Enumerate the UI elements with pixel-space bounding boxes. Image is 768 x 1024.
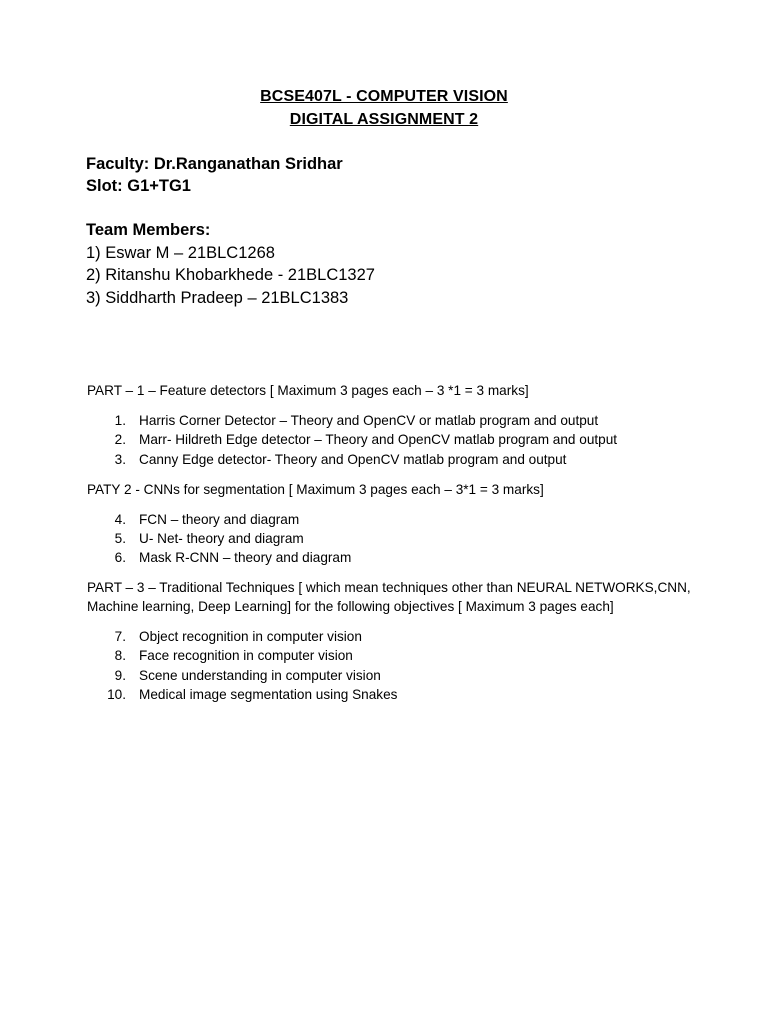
faculty-line: Faculty: Dr.Ranganathan Sridhar	[86, 155, 343, 173]
team-heading: Team Members:	[86, 221, 211, 239]
item-number: 8.	[114, 648, 126, 663]
item-text: Scene understanding in computer vision	[139, 668, 381, 683]
slot-line: Slot: G1+TG1	[86, 177, 191, 195]
item-text: U- Net- theory and diagram	[139, 531, 304, 546]
item-number: 9.	[114, 668, 126, 683]
item-number: 4.	[114, 512, 126, 527]
part-1-heading: PART – 1 – Feature detectors [ Maximum 3 pages each – 3 *1 = 3 marks]	[87, 383, 529, 398]
item-number: 1.	[114, 413, 126, 428]
item-number: 2.	[114, 432, 126, 447]
item-number: 6.	[114, 550, 126, 565]
team-member: 3) Siddharth Pradeep – 21BLC1383	[86, 289, 349, 307]
part-3-heading: PART – 3 – Traditional Techniques [ which mean techniques other than NEURAL NETWORKS,CNN,	[87, 580, 691, 595]
item-text: Face recognition in computer vision	[139, 648, 353, 663]
item-text: Canny Edge detector- Theory and OpenCV matlab program and output	[139, 452, 567, 467]
item-text: Marr- Hildreth Edge detector – Theory and OpenCV matlab program and output	[139, 432, 618, 447]
item-number: 3.	[114, 452, 126, 467]
course-title: BCSE407L - COMPUTER VISION	[260, 88, 508, 105]
item-number: 10.	[107, 687, 126, 702]
item-text: Harris Corner Detector – Theory and OpenCV or matlab program and output	[139, 413, 599, 428]
team-member: 2) Ritanshu Khobarkhede - 21BLC1327	[86, 266, 375, 284]
item-number: 7.	[114, 629, 126, 644]
assignment-title: DIGITAL ASSIGNMENT 2	[289, 111, 479, 128]
part-2-heading: PATY 2 - CNNs for segmentation [ Maximum 3 pages each – 3*1 = 3 marks]	[87, 482, 544, 497]
item-text: Mask R-CNN – theory and diagram	[139, 550, 352, 565]
item-text: Object recognition in computer vision	[139, 629, 362, 644]
team-member: 1) Eswar M – 21BLC1268	[86, 244, 275, 262]
item-text: FCN – theory and diagram	[139, 512, 300, 527]
item-text: Medical image segmentation using Snakes	[139, 687, 398, 702]
part-3-heading-line2: Machine learning, Deep Learning] for the following objectives [ Maximum 3 pages each]	[87, 599, 614, 614]
item-number: 5.	[114, 531, 126, 546]
